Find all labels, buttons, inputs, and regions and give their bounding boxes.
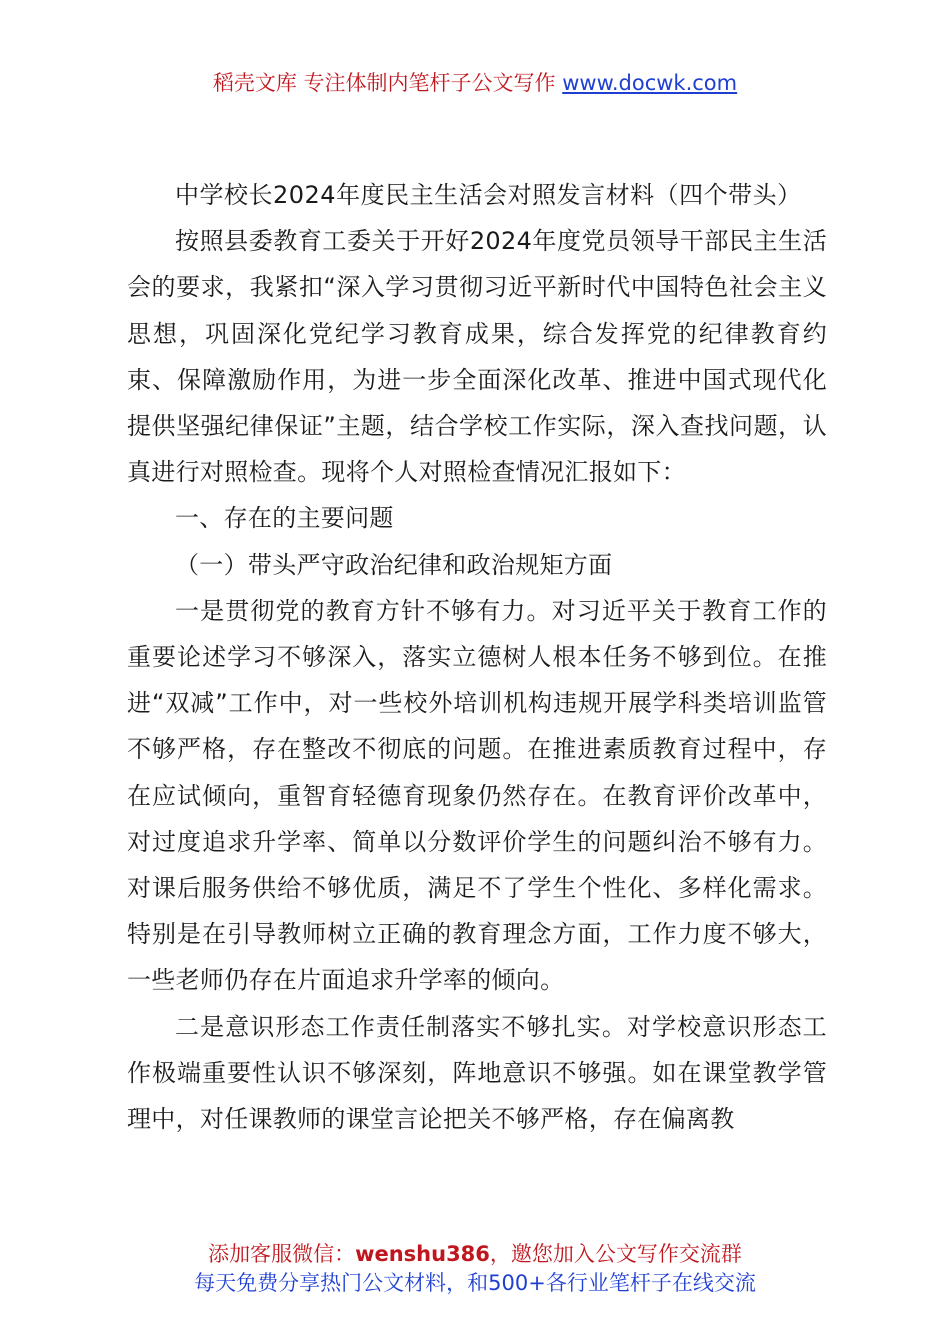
subsection-heading: （一）带头严守政治纪律和政治规矩方面: [175, 550, 613, 579]
header-url-link[interactable]: www.docwk.com: [562, 71, 738, 95]
watermark-header: [0, 68, 950, 98]
body-paragraph: 二是意识形态工作责任制落实不够扎实。对学校意识形态工作极端重要性认识不够深刻，阵地意识不够强。如在课堂教学管理中，对任课教师的课堂言论把关不够严格，存在偏离教: [127, 1012, 827, 1134]
header-brand-text: 稻壳文库 专注体制内笔杆子公文写作: [212, 71, 556, 95]
body-paragraph: 一是贯彻党的教育方针不够有力。对习近平关于教育工作的重要论述学习不够深入，落实立德树人根本任务不够到位。在推进“双减”工作中，对一些校外培训机构违规开展学科类培训监管不够严格，存在整改不彻底的问题。在推进素质教育过程中，存在应试倾向，重智育轻德育现象仍然存在。在教育评价改革中，对过度追求升学率、简单以分数评价学生的问题纠治不够有力。对课后服务供给不够优质，满足不了学生个性化、多样化需求。特别是在引导教师树立正确的教育理念方面，工作力度不够大，一些老师仍存在片面追求升学率的倾向。: [127, 596, 827, 995]
footer-line-1: [0, 1240, 950, 1269]
document-body: [127, 172, 827, 1142]
footer-line-2: 每天免费分享热门公文材料，和500+各行业笔杆子在线交流: [194, 1271, 756, 1295]
footer-suffix: ，邀您加入公文写作交流群: [489, 1242, 742, 1266]
intro-paragraph: 按照县委教育工委关于开好2024年度党员领导干部民主生活会的要求，我紧扣“深入学习贯彻习近平新时代中国特色社会主义思想，巩固深化党纪学习教育成果，综合发挥党的纪律教育约束、保障激励作用，为进一步全面深化改革、推进中国式现代化提供坚强纪律保证”主题，结合学校工作实际，深入查找问题，认真进行对照检查。现将个人对照检查情况汇报如下：: [127, 227, 827, 487]
section-heading: 一、存在的主要问题: [175, 504, 394, 533]
wechat-id: wenshu386: [355, 1242, 490, 1266]
document-title: 中学校长2024年度民主生活会对照发言材料（四个带头）: [175, 181, 802, 209]
footer-prefix: 添加客服微信：: [208, 1242, 356, 1266]
promo-footer: [0, 1240, 950, 1298]
